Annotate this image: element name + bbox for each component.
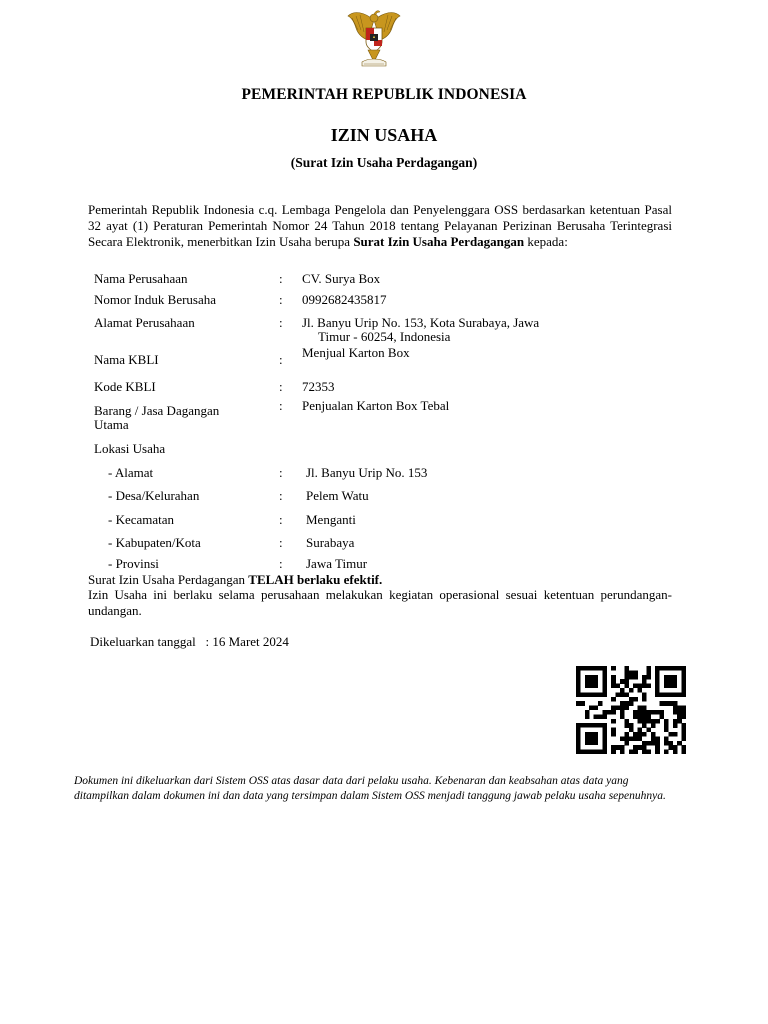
location-city-value: Surabaya <box>306 535 355 550</box>
colon: : <box>279 315 283 330</box>
colon: : <box>279 535 283 550</box>
location-district-value: Menganti <box>306 512 356 527</box>
location-village-label: - Desa/Kelurahan <box>108 488 200 503</box>
intro-paragraph: Pemerintah Republik Indonesia c.q. Lembaga Pengelola dan Penyelenggara OSS berdasarkan ketentuan Pasal 32 ayat (1) Peraturan Pemerintah Nomor 24 Tahun 2018 tentang Pelayanan Perizinan Berusaha Terintegrasi Secara Elektronik, menerbitkan Izin Usaha berupa Surat Izin Usaha Perdagangan kepada: <box>88 202 672 249</box>
kbli-code-label: Kode KBLI <box>94 379 156 394</box>
colon: : <box>279 556 283 571</box>
disclaimer-text: Dokumen ini dikeluarkan dari Sistem OSS atas dasar data dari pelaku usaha. Kebenaran dan keabsahan atas data yang ditampilkan dalam dokumen ini dan data yang tersimpan dalam Sistem OSS menjadi tanggung jawab pelaku usaha sepenuhnya. <box>74 775 666 802</box>
address-label: Alamat Perusahaan <box>94 315 195 330</box>
qr-code-icon <box>576 666 686 754</box>
company-name-label: Nama Perusahaan <box>94 271 188 286</box>
nib-label: Nomor Induk Berusaha <box>94 292 217 307</box>
colon: : <box>279 271 283 286</box>
location-city-label: - Kabupaten/Kota <box>108 535 201 550</box>
kbli-name-value: Menjual Karton Box <box>302 345 410 360</box>
colon: : <box>279 352 283 367</box>
validity-statement: Surat Izin Usaha Perdagangan TELAH berlaku efektif. <box>88 572 383 587</box>
colon: : <box>279 512 283 527</box>
garuda-emblem-icon <box>346 6 402 72</box>
government-heading: PEMERINTAH REPUBLIK INDONESIA <box>241 86 527 103</box>
location-address-value: Jl. Banyu Urip No. 153 <box>306 465 428 480</box>
goods-label-line-1: Barang / Jasa Dagangan <box>94 403 220 418</box>
location-province-value: Jawa Timur <box>306 556 368 571</box>
document-subtitle: (Surat Izin Usaha Perdagangan) <box>290 155 478 170</box>
nib-value: 0992682435817 <box>302 292 387 307</box>
kbli-name-label: Nama KBLI <box>94 352 159 367</box>
colon: : <box>279 465 283 480</box>
location-address-label: - Alamat <box>108 465 154 480</box>
address-line-2: Timur - 60254, Indonesia <box>318 329 451 344</box>
location-label: Lokasi Usaha <box>94 441 166 456</box>
goods-value: Penjualan Karton Box Tebal <box>302 398 450 413</box>
issued-date: Dikeluarkan tanggal : 16 Maret 2024 <box>90 634 289 649</box>
colon: : <box>279 292 283 307</box>
address-line-1: Jl. Banyu Urip No. 153, Kota Surabaya, Jawa <box>302 315 540 330</box>
goods-label-line-2: Utama <box>94 417 129 432</box>
colon: : <box>279 379 283 394</box>
colon: : <box>279 398 283 413</box>
kbli-code-value: 72353 <box>302 379 335 394</box>
location-district-label: - Kecamatan <box>108 512 175 527</box>
company-name-value: CV. Surya Box <box>302 271 381 286</box>
location-village-value: Pelem Watu <box>306 488 369 503</box>
document-title: IZIN USAHA <box>330 125 438 145</box>
validity-note: Izin Usaha ini berlaku selama perusahaan melakukan kegiatan operasional sesuai ketentuan perundangan-undangan. <box>88 587 672 618</box>
colon: : <box>279 488 283 503</box>
location-province-label: - Provinsi <box>108 556 159 571</box>
